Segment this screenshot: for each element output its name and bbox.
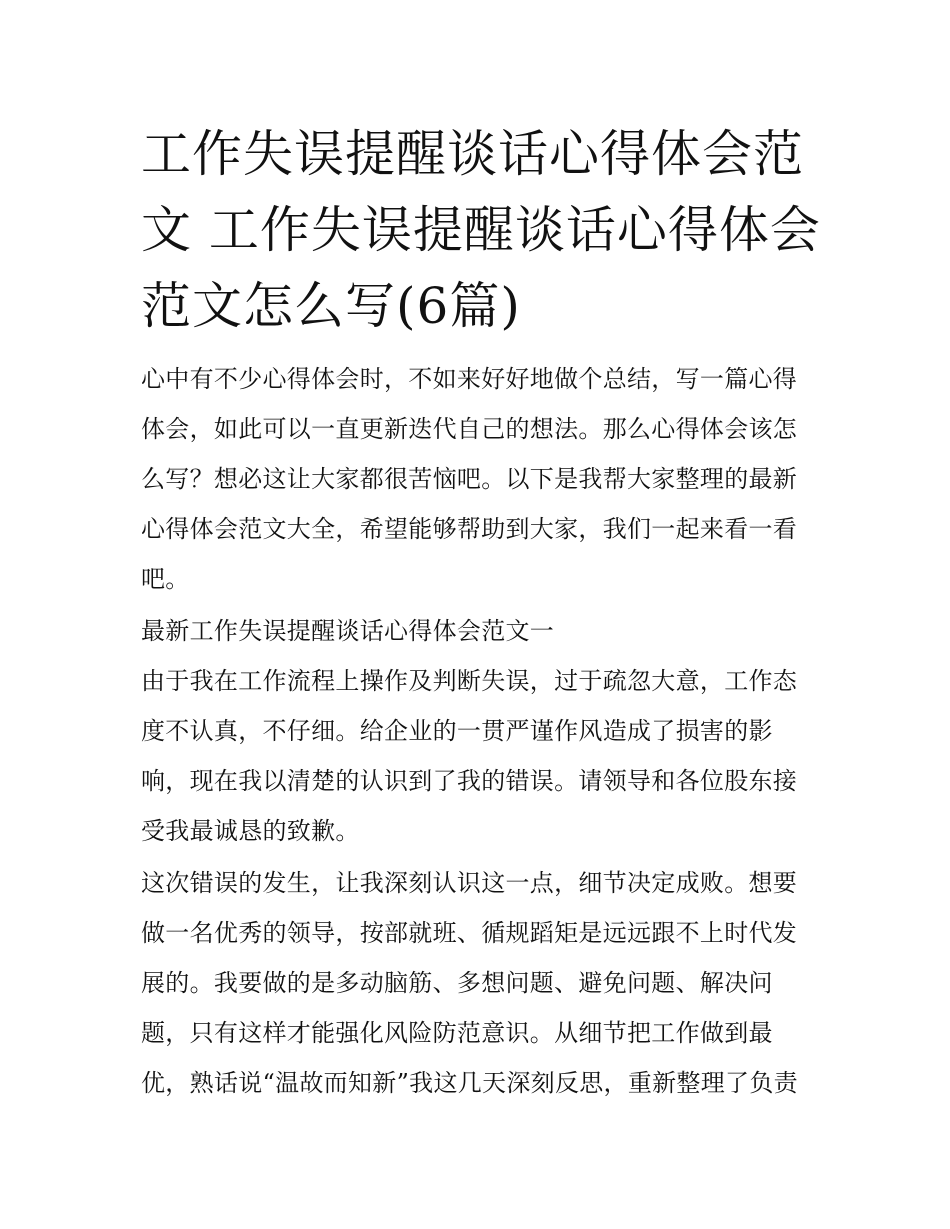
- document-title: 工作失误提醒谈话心得体会范文 工作失误提醒谈话心得体会范文怎么写(6篇): [141, 125, 821, 335]
- body-paragraph: 由于我在工作流程上操作及判断失误，过于疏忽大意，工作态度不认真，不仔细。给企业的一贯严谨作风造成了损害的影响，现在我以清楚的认识到了我的错误。请领导和各位股东接受我最诚恳的致歉。: [141, 667, 798, 845]
- section-heading: 最新工作失误提醒谈话心得体会范文一: [141, 617, 555, 645]
- body-paragraph: 这次错误的发生，让我深刻认识这一点，细节决定成败。想要做一名优秀的领导，按部就班、循规蹈矩是远远跟不上时代发展的。我要做的是多动脑筋、多想问题、避免问题、解决问题，只有这样才能强化风险防范意识。从细节把工作做到最优，熟话说“温故而知新”我这几天深刻反思，重新整理了负责: [141, 869, 798, 1097]
- intro-paragraph: 心中有不少心得体会时，不如来好好地做个总结，写一篇心得体会，如此可以一直更新迭代自己的想法。那么心得体会该怎么写？想必这让大家都很苦恼吧。以下是我帮大家整理的最新心得体会范文大全，希望能够帮助到大家，我们一起来看一看吧。: [141, 365, 798, 593]
